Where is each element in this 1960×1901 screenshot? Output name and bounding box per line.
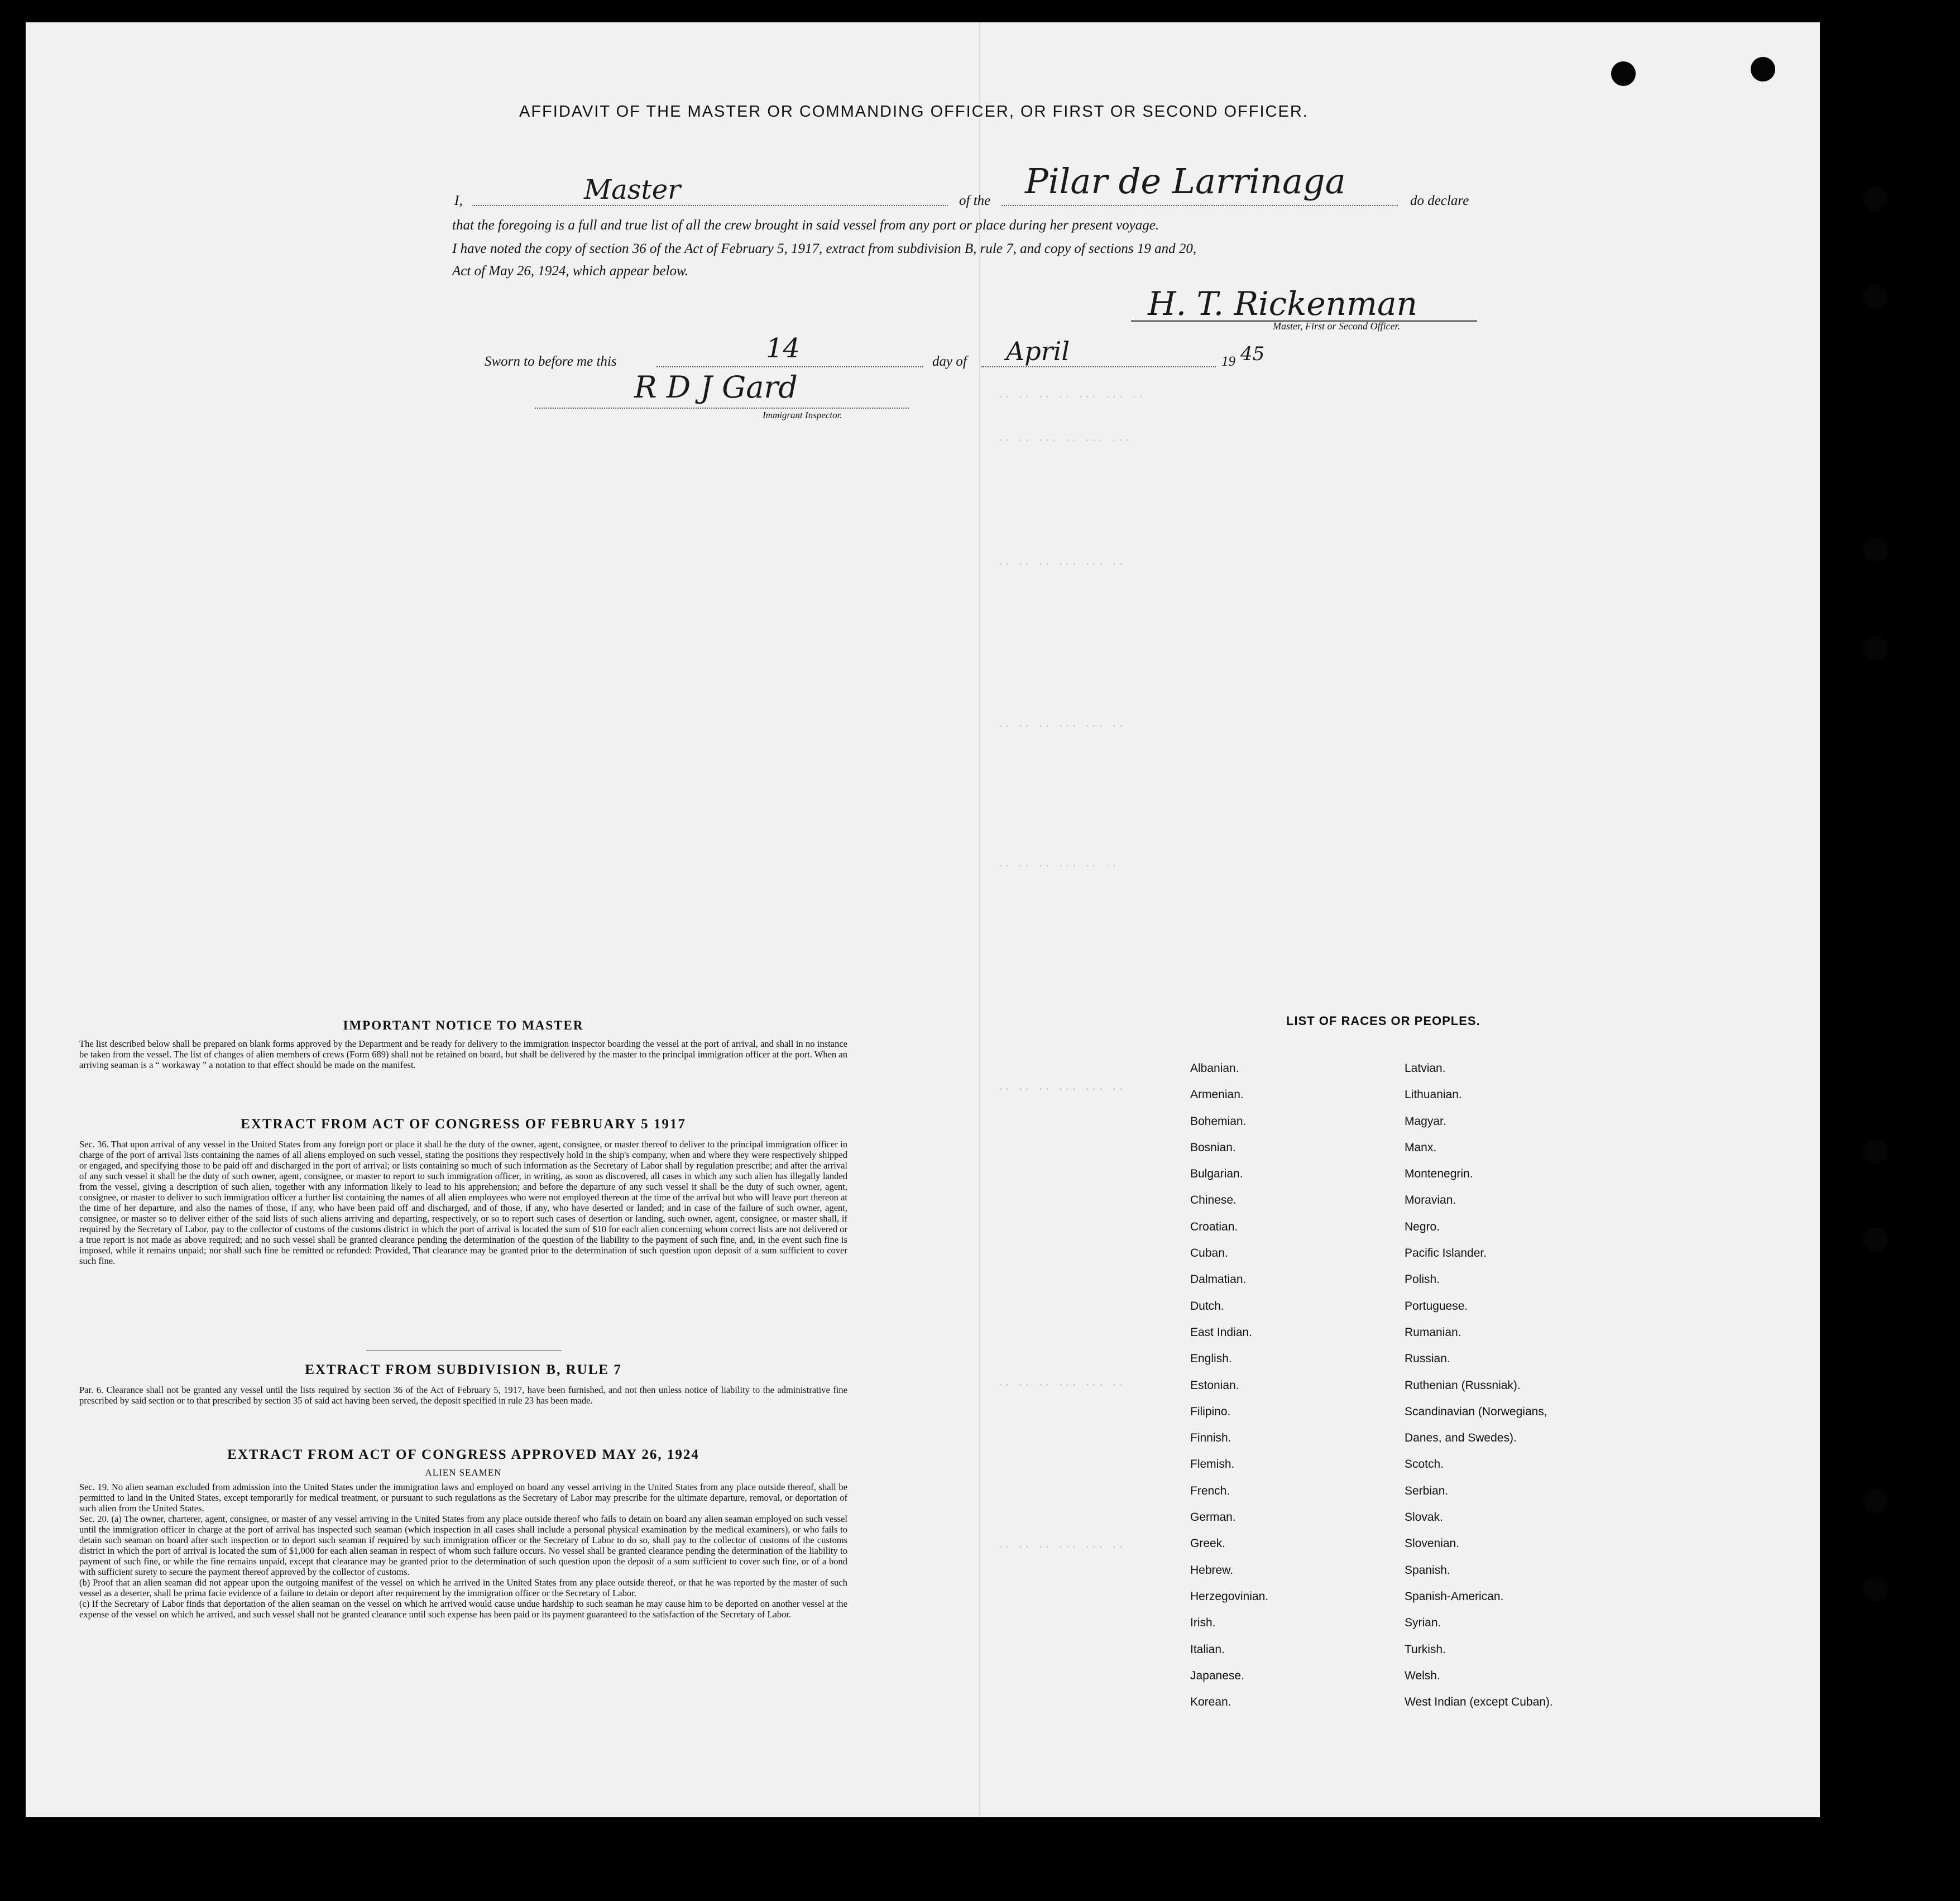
race-item: Russian.: [1405, 1352, 1450, 1366]
race-item: Manx.: [1405, 1141, 1437, 1154]
race-item: Serbian.: [1405, 1484, 1449, 1497]
sworn-month: April: [1006, 336, 1070, 366]
race-item: Dutch.: [1190, 1299, 1224, 1313]
binder-hole: [1611, 61, 1636, 86]
race-item: Slovenian.: [1405, 1537, 1460, 1550]
race-item: Scotch.: [1405, 1458, 1444, 1471]
race-item: Moravian.: [1405, 1194, 1456, 1207]
race-item: Lithuanian.: [1405, 1088, 1462, 1102]
vessel-name-line: [1001, 205, 1398, 206]
race-item: East Indian.: [1190, 1325, 1252, 1339]
section-divider: [366, 1350, 562, 1351]
race-item: Polish.: [1405, 1273, 1440, 1286]
master-name-line: [472, 205, 948, 206]
race-item: Spanish-American.: [1405, 1589, 1504, 1603]
extract-rule7-heading: EXTRACT FROM SUBDIVISION B, RULE 7: [305, 1362, 622, 1377]
binder-hole: [1863, 636, 1888, 661]
race-item: Albanian.: [1190, 1062, 1239, 1075]
race-item: Cuban.: [1190, 1247, 1228, 1260]
race-item: Croatian.: [1190, 1220, 1238, 1233]
race-item: Estonian.: [1190, 1378, 1239, 1392]
race-item: Ruthenian (Russniak).: [1405, 1378, 1521, 1392]
extract-1924-sec20a: Sec. 20. (a) The owner, charterer, agent, consignee, or master of any vessel arriving in the United States from any place outside thereof who fails to detain on board any alien seaman employed on such vessel until the immigration officer in charge at the port of arrival has inspected such seaman (which inspection in all cases shall include a personal physical examination by the medical examiners), or who fails to detain such seaman on board after such inspection or to deport such seaman if required by such immigration officer or the Secretary of Labor to do so, shall pay to the collector of customs of the customs district in which the port of arrival is located the sum of $1,000 for each alien seaman in respect of whom such failure occurs. No vessel shall be granted clearance pending the determination of the liability to payment of such fine, or while the fine remains unpaid, except that clearance may be granted prior to the determination of such question upon the deposit of a sum sufficient to cover such fine, or of a bond with sufficient surety to secure the payment thereof approved by the collector of customs.: [79, 1514, 847, 1577]
race-item: Montenegrin.: [1405, 1167, 1473, 1181]
sworn-label: Sworn to before me this: [485, 354, 617, 369]
declaration-line-4: Act of May 26, 1924, which appear below.: [452, 264, 689, 279]
extract-1924-subheading: ALIEN SEAMEN: [425, 1467, 502, 1478]
binder-hole: [1863, 538, 1888, 563]
races-left-column: [1190, 1055, 1268, 1715]
i-label: I,: [454, 193, 463, 208]
race-item: Bosnian.: [1190, 1141, 1236, 1154]
binder-hole: [1863, 285, 1888, 309]
binder-hole: [1863, 186, 1888, 211]
race-item: Rumanian.: [1405, 1325, 1461, 1339]
race-item: Chinese.: [1190, 1194, 1237, 1207]
declaration-line-2: that the foregoing is a full and true list of all the crew brought in said vessel from any port or place during her present voyage.: [452, 218, 1159, 233]
races-right-column: [1405, 1055, 1553, 1715]
race-item: Korean.: [1190, 1696, 1231, 1709]
race-item: Negro.: [1405, 1220, 1440, 1233]
race-item: Magyar.: [1405, 1114, 1446, 1128]
race-item: Scandinavian (Norwegians,: [1405, 1405, 1547, 1418]
race-item: Danes, and Swedes).: [1405, 1431, 1517, 1445]
extract-rule7-text: Par. 6. Clearance shall not be granted any vessel until the lists required by section 36 of the Act of February 5, 1917, have been furnished, and not then unless notice of liability to the administrative fine prescribed by said section or to that prescribed by section 35 of said act having been served, the deposit specified in rule 23 has been made.: [79, 1385, 847, 1406]
races-heading: LIST OF RACES OR PEOPLES.: [1286, 1014, 1480, 1028]
race-item: German.: [1190, 1511, 1236, 1524]
race-item: Hebrew.: [1190, 1563, 1234, 1577]
officer-signature: H. T. Rickenman: [1148, 285, 1417, 323]
do-declare-label: do declare: [1410, 193, 1469, 208]
binder-hole: [1751, 57, 1775, 82]
extract-1924-section: [79, 1447, 847, 1620]
vessel-name: Pilar de Larrinaga: [1025, 161, 1346, 202]
year-suffix: 45: [1240, 343, 1265, 365]
binder-hole: [1863, 1490, 1888, 1514]
race-item: Portuguese.: [1405, 1299, 1468, 1313]
inspector-signature-line: [535, 408, 909, 409]
race-item: Bulgarian.: [1190, 1167, 1243, 1181]
race-item: Japanese.: [1190, 1669, 1244, 1682]
race-item: Finnish.: [1190, 1431, 1231, 1445]
race-item: West Indian (except Cuban).: [1405, 1696, 1553, 1709]
declaration-line-3: I have noted the copy of section 36 of the Act of February 5, 1917, extract from subdivision B, rule 7, and copy of sections 19 and 20,: [452, 241, 1197, 256]
race-item: Welsh.: [1405, 1669, 1440, 1682]
binder-hole: [1863, 1227, 1888, 1252]
race-item: Greek.: [1190, 1537, 1226, 1550]
notice-text: The list described below shall be prepared on blank forms approved by the Department and be ready for delivery to the immigration inspector boarding the vessel at the port of arrival, and shall in no instance be taken from the vessel. The list of changes of alien members of crews (Form 689) shall not be retained on board, but shall be delivered by the master to the principal immigration officer at the port. When an arriving seaman is a “ workaway ” a notation to that effect should be made on the manifest.: [79, 1038, 847, 1070]
extract-rule7-section: [79, 1362, 847, 1406]
race-item: Irish.: [1190, 1616, 1216, 1630]
of-the-label: of the: [959, 193, 991, 208]
race-item: Italian.: [1190, 1643, 1225, 1656]
master-name: Master: [584, 174, 681, 205]
document-page: ·· ·· ·· ·· ··· ··· ·· ·· ·· ··· ·· ··· ··· ·· ·· ·· ··· ··· ·· ·· ·· ·· ··· ··· ·· ·· ·· ·· ··· ·· ·· ·· ·· ·· ··· ··· ·· ·· ·· ·· ··· ··· ·· ·· ·· ·· ··· ··· ·· AFFIDAVIT OF THE MASTER OR COMMANDING OFFICER, OR FIRST OR SECOND OFFICER. I, Master of the Pilar de Larrinaga do declare that the foregoing is a full and true list of all the crew brought in said vessel from any port or place during her present voyage. I have noted the copy of section 36 of the Act of February 5, 1917, extract from subdivision B, rule 7, and copy of sections 19 and 20, Act of May 26, 1924, which appear below. H. T. Rickenman Master, First or Second Officer. Sworn to before me this 14 day of April 19 45 R D J Gard Immigrant Inspector. IMPORTANT NOTICE TO MASTER The list described below shall be prepared on blank forms approved by the Department and be ready for delivery to the immigration inspector boarding the vessel at the port of arrival, and shall in no instance be taken from the vessel. The list of changes of alien members of crews (Form 689) shall not be retained on board, but shall be delivered by the master to the principal immigration officer at the port. When an arriving seaman is a “ workaway ” a notation to that effect should be made on the manifest. EXTRACT FROM ACT OF CONGRESS OF FEBRUARY 5 1917 Sec. 36. That upon arrival of any vessel in the United States from any foreign port or place it shall be the duty of the owner, agent, consignee, or master thereof to deliver to the principal immigration officer in charge of the port of arrival lists containing the names of all aliens employed on such vessel, stating the positions they respectively hold in the ship's company, when and where they were respectively shipped or engaged, and specifying those to be paid off and discharged in the port of arrival; or lists containing so much of such information as the Secretary of Labor shall by regulation prescribe; and after the arrival of any such vessel it shall be the duty of such owner, agent, consignee, or master to report to such immigration officer, in writing, as soon as discovered, all cases in which any such alien has illegally landed from the vessel, giving a description of such alien, together with any information likely to lead to his apprehension; and before the departure of any such vessel it shall be the duty of such owner, agent, consignee, or master to deliver to such immigration officer a further list containing the names of all alien employees who were not employed thereon at the time of the arrival but who will leave port thereon at the time of her departure, and also the names of those, if any, who have been paid off and discharged, and of those, if any, who have deserted or landed; and in case of the failure of such owner, agent, consignee, or master so to deliver either of the said lists of such aliens arriving and departing, respectively, or so to report such cases of desertion or landing, such owner, agent, consignee, or master shall, if required by the Secretary of Labor, pay to the collector of customs of the customs district in which the port of arrival is located the sum of $10 for each alien concerning whom correct lists are not delivered or a true report is not made as above required; and no such vessel shall be granted clearance pending the determination of the question of the liability to the payment of such fine, and, in the event such fine is imposed, while it remains unpaid; nor shall such fine be remitted or refunded: Provided, That clearance may be granted prior to the determination of such question upon deposit of a sum sufficient to cover such fine. EXTRACT FROM SUBDIVISION B, RULE 7 Par. 6. Clearance shall not be granted any vessel until the lists required by section 36 of the Act of February 5, 1917, have been furnished, and not then unless notice of liability to the administrative fine prescribed by said section or to that prescribed by section 35 of said act having been served, the deposit specified in rule 23 has been made. EXTRACT FROM ACT OF CONGRESS APPROVED MAY 26, 1924 ALIEN SEAMEN Sec. 19. No alien seaman excluded from admission into the United States under the immigration laws and employed on board any vessel arriving in the United States from any place outside thereof, shall be permitted to land in the United States, except temporarily for medical treatment, or pursuant to such regulations as the Secretary of Labor may prescribe for the ultimate departure, removal, or deportation of such alien from the United States. Sec. 20. (a) The owner, charterer, agent, consignee, or master of any vessel arriving in the United States from any place outside thereof who fails to detain on board any alien seaman employed on such vessel until the immigration officer in charge at the port of arrival has inspected such seaman (which inspection in all cases shall include a personal physical examination by the medical examiners), or who fails to detain such seaman on board after such inspection or to deport such seaman if required by such immigration officer or the Secretary of Labor to do so, shall pay to the collector of customs of the customs district in which the port of arrival is located the sum of $1,000 for each alien seaman in respect of whom such failure occurs. No vessel shall be granted clearance pending the determination of the liability to payment of such fine, or while the fine remains unpaid, except that clearance may be granted prior to the determination of such question upon the deposit of a sum sufficient to cover such fine, or of a bond with sufficient surety to secure the payment thereof approved by the collector of customs. (b) Proof that an alien seaman did not appear upon the outgoing manifest of the vessel on which he arrived in the United States from any place outside thereof, or that he was reported by the master of such vessel as a deserter, shall be prima facie evidence of a failure to detain or deport after requirement by the immigration officer or the Secretary of Labor. (c) If the Secretary of Labor finds that deportation of the alien seaman on the vessel on which he arrived would cause undue hardship to such seaman he may cause him to be deported on another vessel at the expense of the vessel on which he arrived, and such vessel shall not be granted clearance until such expense has been paid or its payment guaranteed to the satisfaction of the Secretary of Labor. LIST OF RACES OR PEOPLES. Albanian. Armenian. Bohemian. Bosnian. Bulgarian. Chinese. Croatian. Cuban. Dalmatian. Dutch. East Indian. English. Estonian. Filipino. Finnish. Flemish. French. German. Greek. Hebrew. Herzegovinian. Irish. Italian. Japanese. Korean. Latvian. Lithuanian. Magyar. Manx. Montenegrin. Moravian. Negro. Pacific Islander. Polish. Portuguese. Rumanian. Russian. Ruthenian (Russniak). Scandinavian (Norwegians, Danes, and Swedes). Scotch. Serbian. Slovak. Slovenian. Spanish. Spanish-American. Syrian. Turkish. Welsh. West Indian (except Cuban).: [26, 22, 1820, 1817]
race-item: Turkish.: [1405, 1643, 1446, 1656]
extract-1924-sec20c: (c) If the Secretary of Labor finds that deportation of the alien seaman on the vessel on which he arrived would cause undue hardship to such seaman he may cause him to be deported on another vessel at the expense of the vessel on which he arrived, and such vessel shall not be granted clearance until such expense has been paid or its payment guaranteed to the satisfaction of the Secretary of Labor.: [79, 1598, 847, 1620]
sworn-day: 14: [766, 333, 801, 364]
sworn-month-line: [981, 366, 1216, 367]
extract-1924-heading: EXTRACT FROM ACT OF CONGRESS APPROVED MAY 26, 1924: [227, 1447, 699, 1462]
race-item: Filipino.: [1190, 1405, 1231, 1418]
race-item: Herzegovinian.: [1190, 1589, 1269, 1603]
day-of-label: day of: [932, 354, 967, 369]
binder-hole: [1863, 1139, 1888, 1163]
affidavit-title: AFFIDAVIT OF THE MASTER OR COMMANDING OFFICER, OR FIRST OR SECOND OFFICER.: [519, 103, 1309, 121]
race-item: Syrian.: [1405, 1616, 1441, 1630]
officer-caption: Master, First or Second Officer.: [1273, 320, 1400, 332]
notice-heading: IMPORTANT NOTICE TO MASTER: [343, 1018, 584, 1032]
race-item: French.: [1190, 1484, 1230, 1497]
race-item: Pacific Islander.: [1405, 1247, 1487, 1260]
extract-1924-sec20b: (b) Proof that an alien seaman did not appear upon the outgoing manifest of the vessel on which he arrived in the United States from any place outside thereof, or that he was reported by the master of such vessel as a deserter, shall be prima facie evidence of a failure to detain or deport after requirement by the immigration officer or the Secretary of Labor.: [79, 1577, 847, 1598]
race-item: Dalmatian.: [1190, 1273, 1247, 1286]
notice-section: [79, 1018, 847, 1070]
year-prefix: 19: [1221, 354, 1235, 369]
race-item: Spanish.: [1405, 1563, 1450, 1577]
sworn-day-line: [656, 366, 923, 367]
inspector-signature: R D J Gard: [634, 370, 798, 405]
race-item: Armenian.: [1190, 1088, 1244, 1102]
page-fold: [979, 22, 980, 1817]
race-item: Flemish.: [1190, 1458, 1235, 1471]
race-item: Slovak.: [1405, 1511, 1443, 1524]
binder-hole: [1863, 1577, 1888, 1601]
extract-1917-heading: EXTRACT FROM ACT OF CONGRESS OF FEBRUARY 5 1917: [241, 1117, 686, 1132]
extract-1917-section: [79, 1117, 847, 1266]
extract-1924-sec19: Sec. 19. No alien seaman excluded from admission into the United States under the immigration laws and employed on board any vessel arriving in the United States from any place outside thereof, shall be permitted to land in the United States, except temporarily for medical treatment, or pursuant to such regulations as the Secretary of Labor may prescribe for the ultimate departure, removal, or deportation of such alien from the United States.: [79, 1482, 847, 1514]
extract-1917-text: Sec. 36. That upon arrival of any vessel in the United States from any foreign port or place it shall be the duty of the owner, agent, consignee, or master thereof to deliver to the principal immigration officer in charge of the port of arrival lists containing the names of all aliens employed on such vessel, stating the positions they respectively hold in the ship's company, when and where they were respectively shipped or engaged, and specifying those to be paid off and discharged in the port of arrival; or lists containing so much of such information as the Secretary of Labor shall by regulation prescribe; and after the arrival of any such vessel it shall be the duty of such owner, agent, consignee, or master to report to such immigration officer, in writing, as soon as discovered, all cases in which any such alien has illegally landed from the vessel, giving a description of such alien, together with any information likely to lead to his apprehension; and before the departure of any such vessel it shall be the duty of such owner, agent, consignee, or master to deliver to such immigration officer a further list containing the names of all alien employees who were not employed thereon at the time of the arrival but who will leave port thereon at the time of her departure, and also the names of those, if any, who have been paid off and discharged, and of those, if any, who have deserted or landed; and in case of the failure of such owner, agent, consignee, or master so to deliver either of the said lists of such aliens arriving and departing, respectively, or so to report such cases of desertion or landing, such owner, agent, consignee, or master shall, if required by the Secretary of Labor, pay to the collector of customs of the customs district in which the port of arrival is located the sum of $10 for each alien concerning whom correct lists are not delivered or a true report is not made as above required; and no such vessel shall be granted clearance pending the determination of the question of the liability to the payment of such fine, and, in the event such fine is imposed, while it remains unpaid; nor shall such fine be remitted or refunded: Provided, That clearance may be granted prior to the determination of such question upon deposit of a sum sufficient to cover such fine.: [79, 1139, 847, 1266]
race-item: English.: [1190, 1352, 1232, 1366]
inspector-caption: Immigrant Inspector.: [763, 410, 842, 420]
race-item: Bohemian.: [1190, 1114, 1247, 1128]
race-item: Latvian.: [1405, 1062, 1446, 1075]
